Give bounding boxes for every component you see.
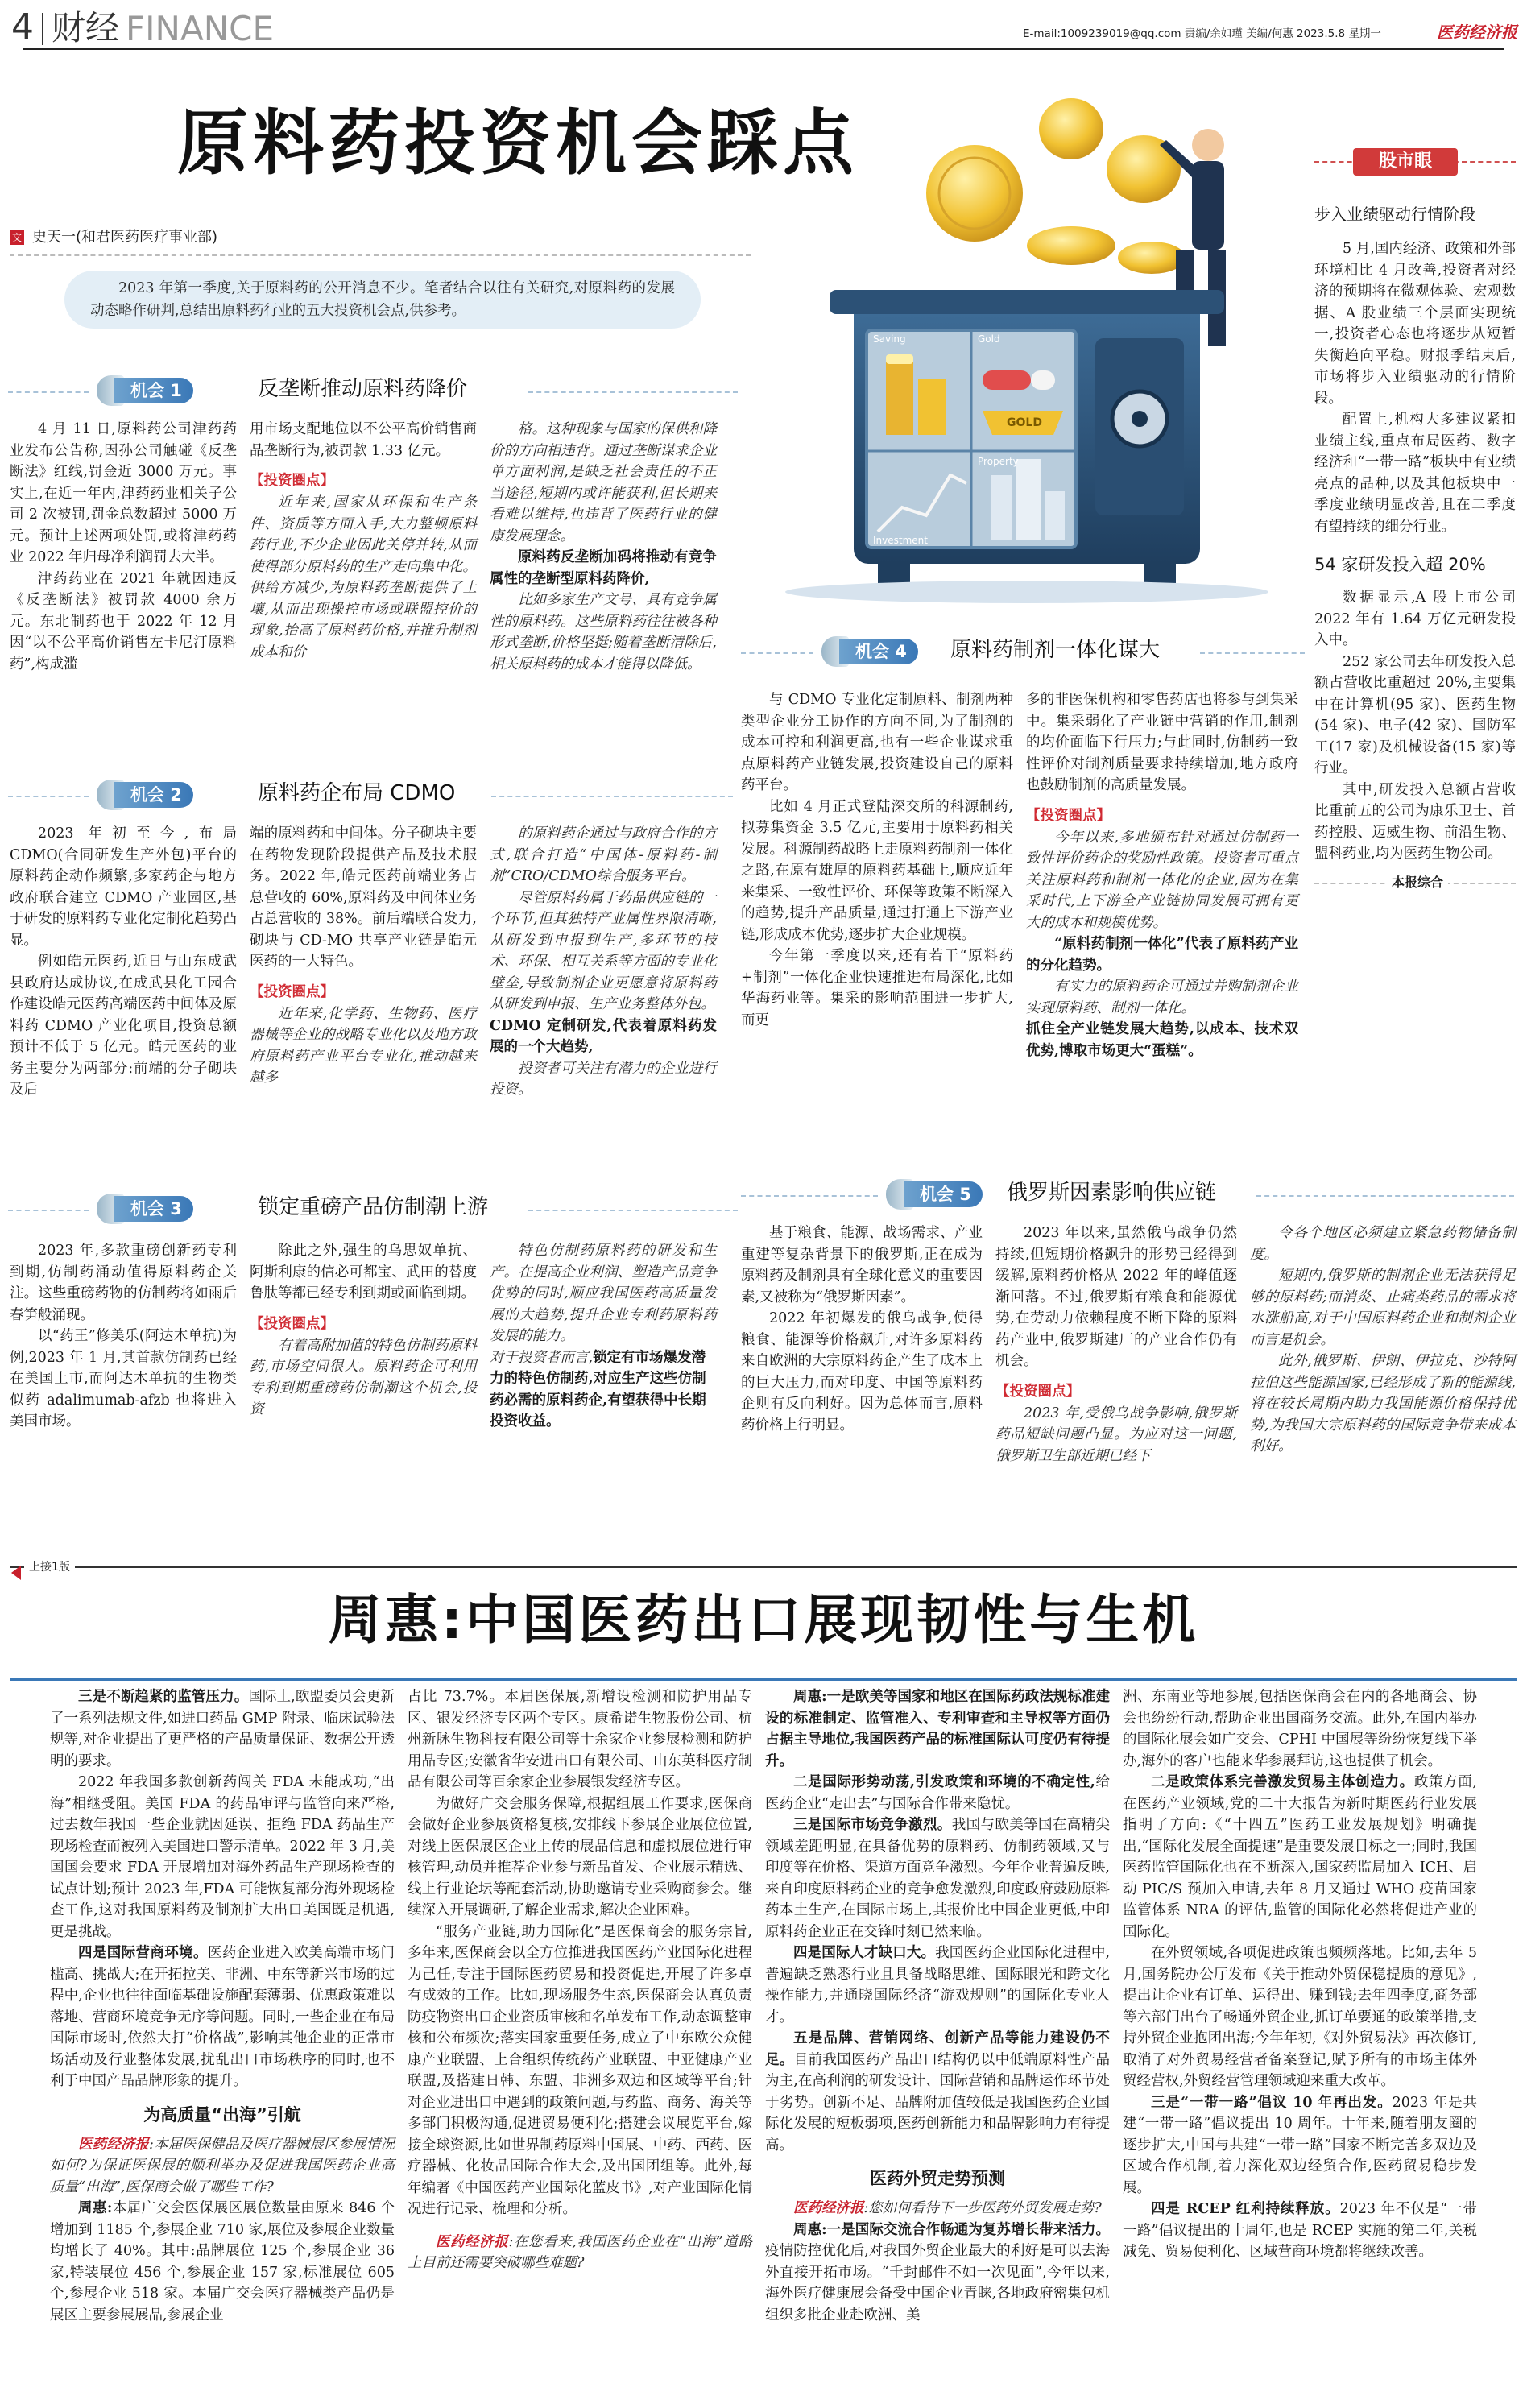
investment-tip-label: 【投资圈点】 (250, 983, 334, 1000)
investment-tip-label: 【投资圈点】 (1026, 807, 1111, 824)
section-rule (528, 1210, 738, 1211)
sidebar-head-label: 股市眼 (1378, 151, 1432, 172)
op2-col3: 的原料药企通过与政府合作的方式,联合打造“中国体-原料药-制剂”CRO/CDMO综合服务平台。 尽管原料药属于药品供应链的一个环节,但其独特产业属性界限清晰,从研发到申报到生产,多环节的技术、环保、相互关系等方面的专业化壁垒,导致制剂企业更愿意将原料药从研发到申报、生产业务整体外包。 CDMO 定制研发,代表着原料药发展的一个大趋势, 投资者可关注有潜力的企业进行投资。 (490, 825, 717, 1098)
investment-tip-label: 【投资圈点】 (250, 1315, 334, 1332)
illustration (725, 97, 1313, 620)
sidebar-source-row (1314, 871, 1516, 896)
continue-arrow-icon (11, 1566, 21, 1580)
header-rule (23, 48, 1504, 50)
op5-col3: 令各个地区必须建立紧急药物储备制度。 短期内,俄罗斯的制剂企业无法获得足够的原料药;而消炎、止痛类药品的需求将水涨船高,对于中国原料药企业和制剂企业而言是机会。 此外,俄罗斯、伊朗、伊拉克、沙特阿拉伯这些能源国家,已经形成了新的能源线,将在较长周期内助力我国能源价格保持优势,为我国大宗原料药的国际竞争带来成本利好。 (1250, 1225, 1516, 1454)
section-en: FINANCE (126, 9, 274, 48)
section-rule (528, 391, 738, 393)
subheading: 为高质量“出海”引航 (143, 2104, 301, 2125)
sidebar-source: 本报综合 (1387, 871, 1448, 894)
investment-tip-label: 【投资圈点】 (250, 473, 334, 489)
op3-col3: 特色仿制药原料药的研发和生产。在提高企业利润、塑造产品竞争优势的同时,顺应我国医药高质量发展的大趋势,提升企业专利药原料药发展的能力。 对于投资者而言, 锁定有市场爆发潜力的特色仿制药,对应生产这些仿制药必需的原料药企,有望获得中长期投资收益。 (490, 1243, 717, 1429)
illus-label-gold: Gold (978, 333, 1000, 345)
section-rule (491, 796, 733, 797)
illus-label-property: Property (978, 456, 1019, 467)
header-divider (42, 13, 43, 45)
article2-col4: 洲、东南亚等地参展,包括医保商会在内的各地商会、协会也纷纷行动,帮助企业出国商务交流。此外,在国内举办的国际化展会如广交会、CPHI 中国展等纷纷恢复线下举办,海外的客户也能来华参展拜访,这也提供了机会。 二是政策体系完善激发贸易主体创造力。政策方面,在医药产业领域,党的二十大报告为新时期医药行业发展指明了方向:《“十四五”医药工业发展规划》明确提出,“国际化发展全面提速”是重要发展目标之一;同时,我国医药监管国际化也在不断深入,国家药监局加入 ICH、启动 PIC/S 预加入申请,去年 8 月又通过 WHO 疫苗国家监管体系 NRA 的评估,监管的国际化必然将促进产业的国际化。 在外贸领域,各项促进政策也频频落地。比如,去年 5 月,国务院办公厅发布《关于推动外贸保稳提质的意见》,提出让企业有订单、运得出、赚到钱;去年四季度,商务部等六部门出台了畅通外贸企业,抓订单要通的政策举措,支持外贸企业抱团出海;今年年初,《对外贸易法》再次修订,取消了对外贸易经营者备案登记,赋予所有的市场主体外贸经营权,外贸经营管理领域迎来重大改革。 三是“一带一路”倡议 10 年再出发。2023 年是共建“一带一路”倡议提出 10 周年。十年来,随着朋友圈的逐步扩大,中国与共建“一带一路”国家不断完善多双边及区域合作机制,着力深化双边经贸合作,医药贸易稳步发展。 四是 RCEP 红利持续释放。2023 年不仅是“一带一路”倡议提出的十周年,也是 RCEP 实施的第二年,关税减免、贸易便利化、区域营商环境都将继续改善。 (1123, 1689, 1478, 2260)
opportunity-2-title: 原料药企布局 CDMO (258, 781, 456, 805)
header-info: E-mail:1009239019@qq.com 责编/余如瑾 美编/何惠 2023.5.8 星期一 (1023, 27, 1381, 40)
section-rule (8, 391, 89, 393)
byline: 史天一(和君医药医疗事业部) (32, 229, 218, 246)
section-rule (741, 652, 813, 654)
op3-col1: 2023 年,多款重磅创新药专利到期,仿制药涌动值得原料药企关注。这些重磅药物的仿制药将如雨后春笋般涌现。 以“药王”修美乐(阿达木单抗)为例,2023 年 1 月,其首款仿制药已经在美国上市,而阿达木单抗的生物类似药 adalimumab-afzb 也将进入美国市场。 (10, 1243, 237, 1429)
opportunity-1-title: 反垄断推动原料药降价 (258, 377, 468, 401)
subheading: 医药外贸走势预测 (870, 2169, 1005, 2188)
article2-col2: 占比 73.7%。本届医保展,新增设检测和防护用品专区、银发经济专区两个专区。康希诺生物股份公司、杭州新脉生物科技有限公司等十余家企业参展检测和防护用品专区;安徽省华安进出口有限公司、山东英科医疗制品有限公司等百余家企业参展银发经济专区。 为做好广交会服务保障,根据组展工作要求,医保商会做好企业参展资格复核,安排线下参展企业展位位置,对线上医保展区企业上传的展品信息和虚拟展位进行审核管理,动员并推荐企业参与新品首发、企业展示精选、线上行业论坛等配套活动,协助邀请专业采购商参会。继续深入开展调研,了解企业需求,解决企业困难。 “服务产业链,助力国际化”是医保商会的服务宗旨,多年来,医保商会以全方位推进我国医药产业国际化进程为己任,专注于国际医药贸易和投资促进,开展了许多卓有成效的工作。比如,现场服务生态,医保商会认真负责防疫物资出口企业资质审核和名单发布工作,动态调整审核和公布频次;落实国家重要任务,成立了中东欧公众健康产业联盟、上合组织传统药产业联盟、中亚健康产业联盟,及搭建日韩、东盟、非洲多双边和区域等平台;针对企业进出口中遇到的政策问题,与药监、商务、海关等多部门积极沟通,促进贸易便利化;搭建会议展览平台,嫁接全球资源,比如世界制药原料中国展、中药、西药、医疗器械、化妆品国际合作大会,及出国团组等。此外,每年编著《中国医药产业国际化蓝皮书》,对产业国际化情况进行记录、梳理和分析。 医药经济报:在您看来,我国医药企业在“出海”道路上目前还需要突破哪些难题? (408, 1689, 752, 2271)
lead-text: 2023 年第一季度,关于原料药的公开消息不少。笔者结合以往有关研究,对原料药的发展动态略作研判,总结出原料药行业的五大投资机会点,供参考。 (90, 280, 675, 319)
opportunity-3-title: 锁定重磅产品仿制潮上游 (258, 1195, 489, 1219)
op4-col1: 与 CDMO 专业化定制原料、制剂两种类型企业分工协作的方向不同,为了制剂的成本可控和利润更高,也有一些企业谋求重点原料药产业链发展,投资建设自己的原料药平台。 比如 4 月正式登陆深交所的科源制药,拟募集资金 3.5 亿元,主要用于原料药相关发展。科源制药战略上走原料药制剂一体化之路,在原有雄厚的原料药基础上,顺应近年来集采、一致性评价、环保等政策不断深入的趋势,提升产品质量,通过打通上下游产业链,形成成本优势,逐步扩大企业规模。 今年第一季度以来,还有若干“原料药+制剂”一体化企业快速推进布局深化,比如华海药业等。集采的影响范围进一步扩大,而更 (741, 692, 1013, 1028)
page-number: 4 (11, 6, 34, 48)
article2-title: 周惠:中国医药出口展现韧性与生机 (328, 1589, 1199, 1651)
section-rule (1200, 652, 1305, 654)
op3-col2: 除此之外,强生的乌思奴单抗、阿斯利康的信必可都宝、武田的替度鲁肽等都已经专利到期或面临到期。 【投资圈点】 有着高附加值的特色仿制药原料药,市场空间很大。原料药企可利用专利到期重磅药仿制潮这个机会,投资 (250, 1243, 477, 1417)
op4-col2: 多的非医保机构和零售药店也将参与到集采中。集采弱化了产业链中营销的作用,制剂的均价面临下行压力;与此同时,仿制药一致性评价对制剂质量要求持续增加,地方政府也鼓励制剂的高质量发展。 【投资圈点】 今年以来,多地颁布针对通过仿制药一致性评价药企的奖励性政策。投资者可重点关注原料药和制剂一体化的企业,因为在集采时代,上下游全产业链协同发展可拥有更大的成本和规模优势。 “原料药制剂一体化”代表了原料药产业的分化趋势。 有实力的原料药企可通过并购制剂企业实现原料药、制剂一体化。 抓住全产业链发展大趋势,以成本、技术双优势,博取市场更大“蛋糕”。 (1026, 692, 1298, 1059)
paper-logo: 医药经济报 (1437, 23, 1517, 42)
article-title: 原料药投资机会踩点 (177, 101, 859, 184)
section-cn: 财经 (52, 8, 120, 48)
continue-tag: 上接1版 (24, 1559, 75, 1575)
op1-col3: 格。这种现象与国家的保供和降价的方向相违背。通过垄断谋求企业单方面利润,是缺乏社会责任的不正当途径,短期内或许能获利,但长期来看难以维持,也违背了医药行业的健康发展理念。 原料药反垄断加码将推动有竞争属性的垄断型原料药降价, 比如多家生产文号、具有竞争属性的原料药。这些原料药往往被各种形式垄断,价格坚挺;随着垄断清除后,相关原料药的成本才能得以降低。 (490, 421, 717, 672)
qa-paper-tag: 医药经济报 (78, 2136, 149, 2153)
op1-col2: 用市场支配地位以不公平高价销售商品垄断行为,被罚款 1.33 亿元。 【投资圈点】 近年来,国家从环保和生产条件、资质等方面入手,大力整顿原料药行业,不少企业因此关停并转,从而使得部分原料药的生产走向集中化。供给方减少,为原料药垄断提供了土壤,从而出现操控市场或联盟控价的现象,抬高了原料药价格,并推升制剂成本和价 (250, 421, 477, 660)
continue-rule (10, 1566, 1517, 1568)
section-rule (8, 1210, 89, 1211)
byline-icon: 文 (10, 230, 24, 245)
qa-paper-tag: 医药经济报 (436, 2233, 509, 2250)
sidebar-heading-2: 54 家研发投入超 20% (1314, 555, 1486, 574)
section-rule (741, 1195, 878, 1197)
opportunity-4-title: 原料药制剂一体化谋大 (950, 638, 1161, 662)
section-rule (1256, 1195, 1514, 1197)
section-rule (8, 796, 89, 797)
article2-title-rule (10, 1678, 1517, 1681)
illus-label-goldbar: GOLD (1007, 416, 1042, 429)
sidebar: 步入业绩驱动行情阶段 5 月,国内经济、政策和外部环境相比 4 月改善,投资者对经济的预期将在微观体验、宏观数据、A 股业绩三个层面实现统一,投资者心态也将逐步从短暂失衡趋向平稳。财报季结束后,市场将步入业绩驱动的行情阶段。 配置上,机构大多建议紧扣业绩主线,重点布局医药、数字经济和“一带一路”板块中有业绩亮点的品种,以及其他板块中一季度业绩明显改善,且在二季度有望持续的细分行业。 54 家研发投入超 20% 数据显示,A 股上市公司 2022 年有 1.64 万亿元研发投入中。 252 家公司去年研发投入总额占营收比重超过 20%,主要集中在计算机(95 家)、医药生物(54 家)、电子(42 家)、国防军工(17 家)及机械设备(15 家)等行业。 其中,研发投入总额占营收比重前五的公司为康乐卫士、首药控股、迈威生物、前沿生物、盟科药业,均为医药生物公司。 本报综合 (1314, 203, 1516, 896)
qa-paper-tag: 医药经济报 (793, 2200, 864, 2216)
op5-col1: 基于粮食、能源、战场需求、产业重建等复杂背景下的俄罗斯,正在成为原料药及制剂具有全球化意义的重要因素,又被称为“俄罗斯因素”。 2022 年初爆发的俄乌战争,使得粮食、能源等价格飙升,对许多原料药来自欧洲的大宗原料药企产生了成本上的巨大压力,而对印度、中国等原料药企则有反向利好。因为总体而言,原料药价格上行明显。 (741, 1225, 983, 1434)
illus-label-saving: Saving (873, 333, 906, 345)
op2-col2: 端的原料药和中间体。分子砌块主要在药物发现阶段提供产品及技术服务。2022 年,皓元医药前端业务占总营收的 60%,原料药及中间体业务占总营收的 38%。前后端联合发力,砌块与 CD-MO 共享产业链是皓元医药的一大特色。 【投资圈点】 近年来,化学药、生物药、医疗器械等企业的战略专业化以及地方政府原料药产业平台专业化,推动越来越多 (250, 825, 477, 1086)
op1-col1: 4 月 11 日,原料药公司津药药业发布公告称,因孙公司触碰《反垄断法》红线,罚金近 3000 万元。事实上,在近一年内,津药药业相关子公司 2 次被罚,罚金总数超过 5000 万元。预计上述两项处罚,或将津药药业 2022 年归母净利润罚去大半。 津药药业在 2021 年就因违反《反垄断法》被罚款 4000 余万元。东北制药也于 2022 年 12 月因“以不公平高价销售左卡尼汀原料药”,构成滥 (10, 421, 237, 672)
op5-col2: 2023 年以来,虽然俄乌战争仍然持续,但短期价格飙升的形势已经得到缓解,原料药价格从 2022 年的峰值逐渐回落。不过,俄罗斯有粮食和能源优势,在劳动力依赖程度不断下降的原料药产业中,俄罗斯建厂的产业合作仍有机会。 【投资圈点】 2023 年,受俄乌战争影响,俄罗斯药品短缺问题凸显。为应对这一问题,俄罗斯卫生部近期已经下 (995, 1225, 1237, 1464)
article2-col1: 三是不断趋紧的监管压力。国际上,欧盟委员会更新了一系列法规文件,如进口药品 GMP 附录、临床试验法规等,对企业提出了更严格的产品质量保证、数据公开透明的要求。 2022 年我国多款创新药闯关 FDA 未能成功,“出海”相继受阻。美国 FDA 的药品审评与监管向来严格,过去数年我国一些企业就因延误、拒绝 FDA 药品生产现场检查而被列入美国进口警示清单。2022 年 3 月,美国国会要求 FDA 开展增加对海外药品生产现场检查的试点计划;预计 2023 年,FDA 可能恢复部分海外现场检查工作,这对我国原料药及制剂扩大出口美国既是机遇,更是挑战。 四是国际营商环境。医药企业进入欧美高端市场门槛高、挑战大;在开拓拉美、非洲、中东等新兴市场的过程中,企业也往往面临基础设施配套薄弱、优惠政策难以落地、营商环境竞争无序等问题。同时,一些企业在布局国际市场时,依然大打“价格战”,影响其他企业的正常市场活动及行业整体发展,扰乱出口市场秩序的同时,也不利于中国产品品牌形象的提升。 为高质量“出海”引航 医药经济报:本届医保健品及医疗器械展区参展情况如何?为保证医保展的顺利举办及促进我国医药企业高质量“出海”,医保商会做了哪些工作? 周惠:本届广交会医保展区展位数量由原来 846 个增加到 1185 个,参展企业 710 家,展位及参展企业数量均增长了 40%。其中:品牌展位 125 个,参展企业 36 家,特装展位 456 个,参展企业 157 家,标准展位 605 个,参展企业 518 家。本届广交会医疗器械类产品仍是展区主要参展展品,参展企业 (50, 1689, 395, 2323)
illus-label-investment: Investment (873, 535, 928, 546)
investment-tip-label: 【投资圈点】 (995, 1383, 1080, 1400)
sidebar-head (1353, 148, 1458, 176)
byline-rule (10, 254, 751, 256)
sidebar-heading-1: 步入业绩驱动行情阶段 (1314, 205, 1475, 224)
article2-col3: 周惠:一是欧美等国家和地区在国际药政法规标准建设的标准制定、监管准入、专利审查和主导权等方面仍占据主导地位,我国医药产品的标准国际认可度仍有待提升。 二是国际形势动荡,引发政策和环境的不确定性,给医药企业“走出去”与国际合作带来隐忧。 三是国际市场竞争激烈。我国与欧美等国在高精尖领域差距明显,在具备优势的原料药、仿制药领域,又与印度等在价格、渠道方面竞争激烈。今年企业普遍反映,来自印度原料药企业的竞争愈发激烈,印度政府鼓励原料药本土生产,在国际市场上,其报价比中国企业更低,中印原料药企业正在交锋时刻已然来临。 四是国际人才缺口大。我国医药企业国际化进程中,普遍缺乏熟悉行业且具备战略思维、国际眼光和跨文化操作能力,并通晓国际经济“游戏规则”的国际化专业人才。 五是品牌、营销网络、创新产品等能力建设仍不足。目前我国医药产品出口结构仍以中低端原料性产品为主,在高利润的研发设计、国际营销和品牌运作环节处于劣势。创新不足、品牌附加值较低是我国医药企业国际化发展的短板弱项,医药创新能力和品牌影响力有待提高。 医药外贸走势预测 医药经济报:您如何看待下一步医药外贸发展走势? 周惠:一是国际交流合作畅通为复苏增长带来活力。疫情防控优化后,对我国外贸企业最大的利好是可以去海外直接开拓市场。“千封邮件不如一次见面”,今年以来,海外医疗健康展会备受中国企业青睐,各地政府密集包机组织多批企业赴欧洲、美 (765, 1689, 1111, 2323)
opportunity-5-title: 俄罗斯因素影响供应链 (1007, 1181, 1217, 1205)
op2-col1: 2023 年初至今,布局 CDMO(合同研发生产外包)平台的原料药企动作频繁,多家药企与地方政府联合建立 CDMO 产业园区,基于研发的原料药专业化定制化趋势凸显。 例如皓元医药,近日与山东成武县政府达成协议,在成武县化工园合作建设皓元医药高端医药中间体及原料药 CDMO 产业化项目,投资总额预计不低于 5 亿元。皓元医药的业务主要分为两部分:前端的分子砌块及后 (10, 825, 237, 1098)
